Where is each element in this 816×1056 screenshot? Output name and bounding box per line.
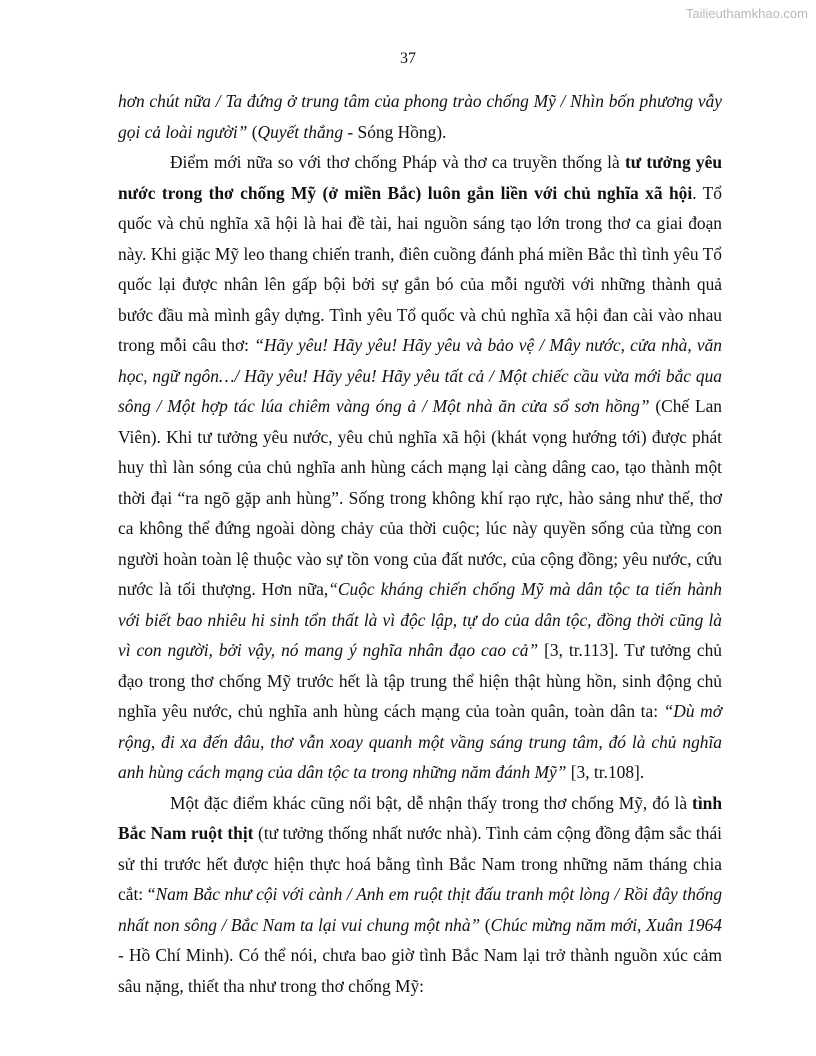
emphasis-text: tư tưởng yêu nước trong thơ chống Mỹ (ở miền Bắc) luôn gắn liền với chủ nghĩa xã hội [118, 152, 722, 203]
text-span: ( [480, 914, 491, 935]
poem-title: Quyết thắng [257, 121, 344, 142]
emphasis-text: tình Bắc Nam ruột thịt [118, 792, 722, 843]
watermark: Tailieuthamkhao.com [685, 6, 808, 21]
text-span: (Chế Lan Viên). Khi tư tưởng yêu nước, yêu chủ nghĩa xã hội (khát vọng hướng tới) được phát huy thì làn sóng của chủ nghĩa anh hùng cách mạng lại càng dâng cao, tạo thành một thời đại “ra ngõ gặp anh hùng”. Sống trong không khí rạo rực, hào sảng như thế, thơ ca không thể đứng ngoài dòng chảy của thời cuộc; lúc này quyền sống của từng con người hoàn toàn lệ thuộc vào sự tồn vong của đất nước, của cộng đồng; yêu nước, cứu nước là tối thượng. Hơn nữa, [118, 396, 722, 599]
text-span: [3, tr.108]. [566, 762, 645, 782]
text-span: . Tổ quốc và chủ nghĩa xã hội là hai đề tài, hai nguồn sáng tạo lớn trong thơ ca giai đoạn này. Khi giặc Mỹ leo thang chiến tranh, điên cuồng đánh phá miền Bắc thì tình yêu Tổ quốc lại được nhân lên gấp bội bởi sự gắn bó của mỗi người với những thành quả bước đầu mà mình gây dựng. Tình yêu Tổ quốc và chủ nghĩa xã hội đan cài vào nhau trong mỗi câu thơ: [118, 182, 722, 355]
poem-quote: Nam Bắc như cội với cành / Anh em ruột thịt đấu tranh một lòng / Rồi đây thống nhất non sông / Bắc Nam ta lại vui chung một nhà” [118, 884, 723, 935]
page-number: 37 [400, 50, 416, 67]
citation-quote: “Cuộc kháng chiến chống Mỹ mà dân tộc ta tiến hành với biết bao nhiêu hi sinh tổn thất là vì độc lập, tự do của dân tộc, đồng thời cũng là vì con người, bởi vậy, nó mang ý nghĩa nhân đạo cao cả” [118, 579, 722, 660]
paragraph-patriotism-socialism [118, 147, 722, 788]
paragraph-north-south [118, 788, 722, 1002]
poem-quote: “Hãy yêu! Hãy yêu! Hãy yêu và bảo vệ / Mây nước, cửa nhà, văn học, ngữ ngôn…/ Hãy yêu! Hãy yêu! Hãy yêu tất cả / Một chiếc cầu vừa mới bắc qua sông / Một hợp tác lúa chiêm vàng óng ả / Một nhà ăn cửa sổ sơn hồng” [118, 335, 722, 416]
text-span: Một đặc điểm khác cũng nổi bật, dễ nhận thấy trong thơ chống Mỹ, đó là [170, 792, 693, 813]
text-span: [3, tr.113]. Tư tưởng chủ đạo trong thơ chống Mỹ trước hết là tập trung thể hiện thật hùng hồn, sinh động chủ nghĩa yêu nước, chủ nghĩa anh hùng cách mạng của toàn quân, toàn dân ta: [118, 640, 722, 721]
document-body [118, 86, 722, 1001]
poem-title: Chúc mừng năm mới, Xuân 1964 [490, 914, 723, 935]
citation-quote: “Dù mở rộng, đi xa đến đâu, thơ vẫn xoay quanh một vầng sáng trung tâm, đó là chủ nghĩa anh hùng cách mạng của dân tộc ta trong những năm đánh Mỹ” [118, 701, 722, 782]
text-span: (tư tưởng thống nhất nước nhà). Tình cảm cộng đồng đậm sắc thái sử thi trước hết được hiện thực hoá bằng tình Bắc Nam trong những năm tháng chia cắt: “ [118, 823, 722, 904]
text-span: Điểm mới nữa so với thơ chống Pháp và thơ ca truyền thống là [170, 152, 625, 172]
paragraph-continuation [118, 86, 722, 147]
text-span: - Hồ Chí Minh). Có thể nói, chưa bao giờ tình Bắc Nam lại trở thành nguồn xúc cảm sâu nặng, thiết tha như trong thơ chống Mỹ: [118, 945, 722, 996]
text-span: - Sóng Hồng). [343, 121, 447, 142]
text-span: ( [247, 121, 258, 142]
poem-quote: hơn chút nữa / Ta đứng ở trung tâm của phong trào chống Mỹ / Nhìn bốn phương vẫy gọi cả loài người” [118, 91, 722, 142]
